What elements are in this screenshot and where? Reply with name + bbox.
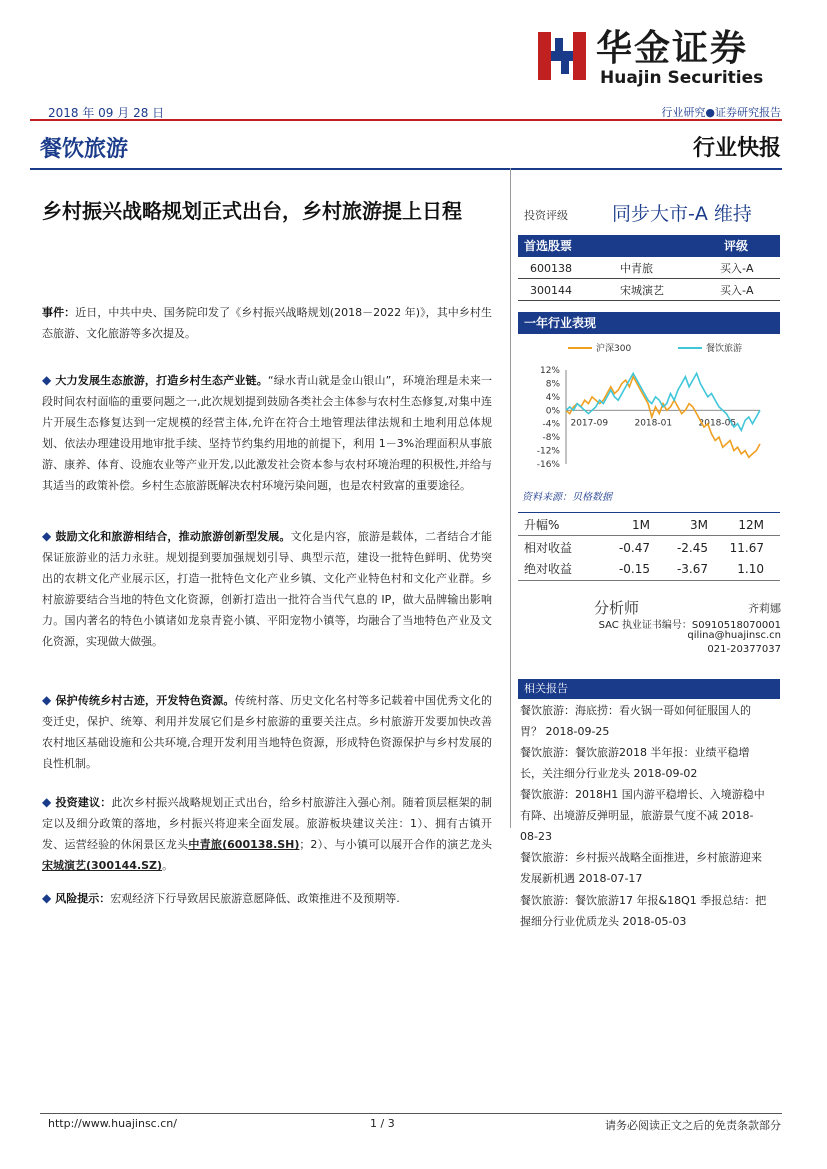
y-tick-label: -8% <box>542 433 560 444</box>
column-divider <box>510 168 511 828</box>
y-tick-label: -12% <box>536 446 560 457</box>
perf-table-header <box>518 512 780 536</box>
header-divider <box>30 168 782 170</box>
perf-head: 升幅% <box>524 518 560 532</box>
point-text: 传统村落、历史文化名村等多记载着中国优秀文化的变迁史，保护、统筹、利用并发展它们是乡村旅游的重要关注点。乡村旅游开发要加快改善农村地区基础设施和公共环境,合理开发利用当地特色资源，形成特色资源保护与乡村发展的良性机制。 <box>42 694 493 770</box>
rating-label: 投资评级 <box>524 209 568 222</box>
perf-head: 12M <box>738 518 764 532</box>
report-title: 乡村振兴战略规划正式出台，乡村旅游提上日程 <box>42 199 462 223</box>
perf-head: 1M <box>632 518 650 532</box>
diamond-bullet-icon: ◆ <box>42 529 52 543</box>
stock-code: 300144 <box>530 284 572 297</box>
analyst-email[interactable]: qilina@huajinsc.cn <box>687 630 781 641</box>
point-heading: 大力发展生态旅游，打造乡村生态产业链。 <box>55 374 268 387</box>
point-culture <box>42 526 492 652</box>
table-row <box>518 280 780 301</box>
point-text: ；2）、与小镇可以展开合作的演艺龙头 <box>299 838 493 851</box>
list-item[interactable]: 餐饮旅游：2018H1 国内游平稳增长、入境游稳中有降、出境游反弹明显，旅游景气度不减 2018-08-23 <box>520 788 765 843</box>
list-item[interactable]: 餐饮旅游：乡村振兴战略全面推进，乡村旅游迎来发展新机遇 2018-07-17 <box>520 851 762 885</box>
stocks-head-name: 首选股票 <box>524 239 573 253</box>
rating-value: 同步大市-A 维持 <box>612 203 752 225</box>
related-reports-header: 相关报告 <box>518 679 780 699</box>
point-text: 此次乡村振兴战略规划正式出台，给乡村旅游注入强心剂。随着顶层框架的制定以及细分政策的落地，乡村振兴将迎来全面发展。旅游板块建议关注：1）、拥有古镇开发、运营经验的休闲景区龙头 <box>42 796 493 851</box>
stock-name: 宋城演艺 <box>620 284 664 297</box>
footer-disclaimer: 请务必阅读正文之后的免责条款部分 <box>605 1119 781 1132</box>
sector-title: 餐饮旅游 <box>40 137 129 162</box>
stocks-header <box>518 235 780 257</box>
x-tick-label: 2018-05 <box>698 418 737 429</box>
event-paragraph <box>42 302 492 344</box>
y-tick-label: 12% <box>539 366 560 376</box>
analyst-phone: 021-20377037 <box>707 644 781 655</box>
logo-cn: 华金证券 <box>596 28 749 69</box>
perf-head: 3M <box>690 518 708 532</box>
diamond-bullet-icon: ◆ <box>42 693 52 707</box>
analyst-name: 齐莉娜 <box>748 602 781 615</box>
perf-value: 1.10 <box>737 562 764 576</box>
point-text: 。 <box>162 859 174 872</box>
perf-label: 绝对收益 <box>524 562 573 576</box>
report-date: 2018 年 09 月 28 日 <box>48 106 165 120</box>
perf-value: -0.15 <box>618 562 650 576</box>
analyst-cert: SAC 执业证书编号：S0910518070001 <box>598 620 781 631</box>
report-type: 行业快报 <box>692 136 781 161</box>
stock-link-songcheng[interactable]: 宋城演艺(300144.SZ) <box>42 859 163 872</box>
point-text: “绿水青山就是金山银山”，环境治理是未来一段时间农村面临的重要问题之一,此次规划提到鼓励各类社会主体参与农村生态修复,对集中连片开展生态修复达到一定规模的经营主体,允许在符合土地管理法律法规和土地利用总体规划、依法办理建设用地审批手续、坚持节约集约用地的前提下，利用 1－3%治理面积从事旅游、康养、体育、设施农业等产业开发,以此激发社会资本参与农村环境治理的积极性,并给与其适当的政策补偿。乡村生态旅游既解决农村环境污染问题，也是农村致富的重要途径。 <box>42 374 492 492</box>
stock-link-cyts[interactable]: 中青旅(600138.SH) <box>188 838 300 851</box>
diamond-bullet-icon: ◆ <box>42 891 52 905</box>
stock-name: 中青旅 <box>620 262 653 275</box>
stock-code: 600138 <box>530 262 572 275</box>
list-item[interactable]: 餐饮旅游：海底捞：看火锅一哥如何征服国人的胃？ 2018-09-25 <box>520 704 751 738</box>
huajin-logo-icon <box>538 32 586 80</box>
perf-value: -3.67 <box>676 562 708 576</box>
point-heading: 投资建议： <box>55 796 112 809</box>
point-ecotourism <box>42 370 492 496</box>
legend-label: 餐饮旅游 <box>706 344 743 354</box>
legend-label: 沪深300 <box>596 344 632 354</box>
table-row <box>518 258 780 279</box>
table-row <box>518 557 780 581</box>
point-heading: 保护传统乡村古迹，开发特色资源。 <box>55 694 235 707</box>
industry-performance-chart <box>518 338 780 478</box>
event-label: 事件： <box>42 306 76 319</box>
point-heading: 鼓励文化和旅游相结合，推动旅游创新型发展。 <box>55 530 291 543</box>
page-number: 1 / 3 <box>370 1117 395 1130</box>
perf-label: 相对收益 <box>524 541 573 555</box>
y-tick-label: 0% <box>545 406 560 417</box>
point-heading: 风险提示： <box>55 892 111 905</box>
series-line-hs300 <box>566 377 760 458</box>
footer-url[interactable]: http://www.huajinsc.cn/ <box>48 1117 177 1130</box>
perf-value: -2.45 <box>676 541 708 555</box>
stock-rating: 买入-A <box>720 262 754 275</box>
x-tick-label: 2018-01 <box>634 418 673 429</box>
stock-rating: 买入-A <box>720 284 754 297</box>
point-text: 宏观经济下行导致居民旅游意愿降低、政策推进不及预期等. <box>110 892 400 905</box>
event-text: 近日，中共中央、国务院印发了《乡村振兴战略规划(2018－2022 年)》，其中乡村生态旅游、文化旅游等多次提及。 <box>42 306 492 340</box>
list-item[interactable]: 餐饮旅游：餐饮旅游2018 半年报：业绩平稳增长，关注细分行业龙头 2018-09-02 <box>520 746 750 780</box>
footer-divider <box>40 1113 782 1114</box>
point-text: 文化是内容，旅游是载体，二者结合才能保证旅游业的活力永驻。规划提到要加强规划引导、典型示范，建设一批特色鲜明、优势突出的农耕文化产业展示区，打造一批特色文化产业乡镇、文化产业特色村和文化产业群。乡村旅游要结合当地的特色文化资源，创新打造出一批符合当代气息的 IP，做大品牌输出影响力。国内著名的特色小镇诸如龙泉青瓷小镇、平阳宠物小镇等，均融合了当地特色产业及文化资源，实现做大做强。 <box>42 530 493 648</box>
diamond-bullet-icon: ◆ <box>42 795 52 809</box>
y-tick-label: -16% <box>536 460 560 470</box>
list-item[interactable]: 餐饮旅游：餐饮旅游17 年报&18Q1 季报总结：把握细分行业优质龙头 2018-05-03 <box>520 894 767 928</box>
y-tick-label: 8% <box>545 379 560 390</box>
point-investment <box>42 792 492 876</box>
data-source: 资料来源：贝格数据 <box>522 492 612 503</box>
point-heritage <box>42 690 492 774</box>
logo-en: Huajin Securities <box>600 68 764 88</box>
stocks-head-rating: 评级 <box>724 239 749 253</box>
y-tick-label: -4% <box>542 419 560 430</box>
perf-section-header: 一年行业表现 <box>518 312 780 334</box>
point-risk <box>42 888 492 909</box>
diamond-bullet-icon: ◆ <box>42 373 52 387</box>
perf-value: 11.67 <box>729 541 764 555</box>
report-category: 行业研究●证券研究报告 <box>661 106 781 119</box>
x-tick-label: 2017-09 <box>570 418 609 429</box>
analyst-title: 分析师 <box>594 599 640 617</box>
perf-value: -0.47 <box>618 541 650 555</box>
y-tick-label: 4% <box>545 392 560 403</box>
